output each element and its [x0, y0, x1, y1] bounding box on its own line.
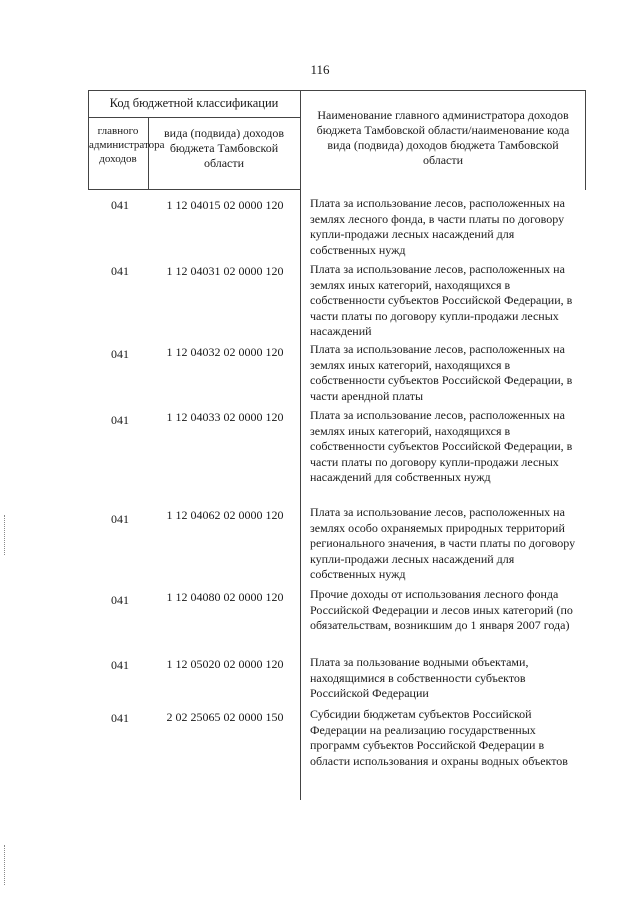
row-name: Прочие доходы от использования лесного фонда Российской Федерации и лесов иных категорий (по обязательствам, возникшим до 1 января 2007 года) [310, 587, 573, 632]
header-col-code: вида (подвида) доходов бюджета Тамбовской области [164, 126, 284, 170]
row-name: Плата за использование лесов, расположенных на землях лесного фонда, в части платы по договору купли-продажи лесных насаждений для собственных нужд [310, 196, 565, 257]
table-divider-vertical-2 [300, 90, 301, 800]
header-code-group: Код бюджетной классификации [109, 96, 279, 110]
page-number: 116 [310, 62, 330, 77]
row-admin-code: 041 [111, 593, 129, 607]
row-name: Плата за использование лесов, расположенных на землях особо охраняемых природных территорий регионального значения, в части платы по договору купли-продажи лесных насаждений для собственных нужд [310, 505, 576, 581]
row-budget-code: 1 12 04015 02 0000 120 [166, 198, 284, 212]
binding-margin-mark [4, 515, 6, 555]
row-name: Плата за использование лесов, расположенных на землях иных категорий, находящихся в собственности субъектов Российской Федерации, в части платы по договору купли-продажи лесных насаждений [310, 262, 573, 338]
row-budget-code: 2 02 25065 02 0000 150 [166, 710, 284, 724]
header-divider-vertical-1 [148, 117, 149, 190]
row-admin-code: 041 [111, 198, 129, 212]
row-budget-code: 1 12 04080 02 0000 120 [166, 590, 284, 604]
row-admin-code: 041 [111, 347, 129, 361]
row-name: Плата за использование лесов, расположенных на землях иных категорий, находящихся в собственности субъектов Российской Федерации, в части платы по договору купли-продажи лесных насаждений для собственных нужд [310, 408, 573, 484]
row-budget-code: 1 12 04031 02 0000 120 [166, 264, 284, 278]
row-name: Плата за пользование водными объектами, находящимися в собственности субъектов Российской Федерации [310, 655, 529, 700]
row-budget-code: 1 12 04032 02 0000 120 [166, 345, 284, 359]
header-divider-horizontal [88, 117, 300, 118]
row-name: Плата за использование лесов, расположенных на землях иных категорий, находящихся в собственности субъектов Российской Федерации, в части арендной платы [310, 342, 573, 403]
row-budget-code: 1 12 04062 02 0000 120 [166, 508, 284, 522]
header-col-admin: главного администратора доходов [89, 125, 165, 165]
row-admin-code: 041 [111, 264, 129, 278]
header-divider-bottom [88, 189, 300, 190]
row-admin-code: 041 [111, 413, 129, 427]
header-col-name: Наименование главного администратора доходов бюджета Тамбовской области/наименование кода вида (подвида) доходов бюджета Тамбовской области [316, 108, 570, 167]
row-admin-code: 041 [111, 658, 129, 672]
binding-margin-mark [4, 845, 6, 885]
row-admin-code: 041 [111, 512, 129, 526]
row-admin-code: 041 [111, 711, 129, 725]
row-name: Субсидии бюджетам субъектов Российской Федерации на реализацию государственных программ субъектов Российской Федерации в области использования и охраны водных объектов [310, 707, 568, 768]
row-budget-code: 1 12 04033 02 0000 120 [166, 410, 284, 424]
row-budget-code: 1 12 05020 02 0000 120 [166, 657, 284, 671]
